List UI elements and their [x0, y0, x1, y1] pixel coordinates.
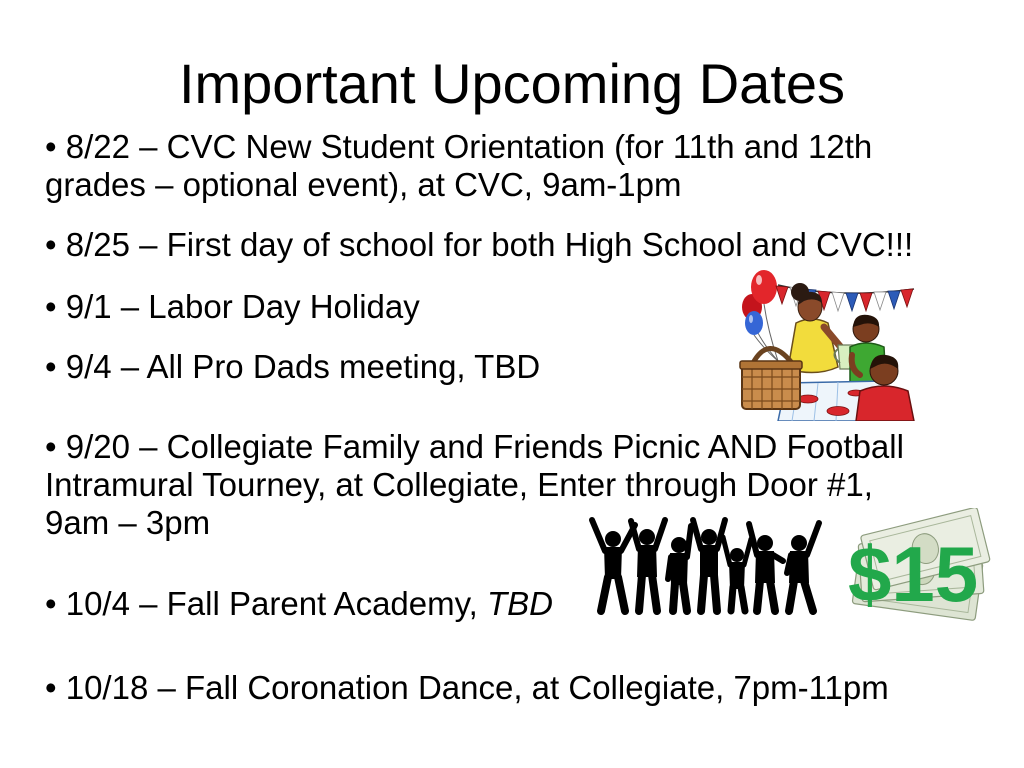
dancer-silhouette	[668, 526, 691, 611]
slide-title: Important Upcoming Dates	[178, 52, 846, 115]
bullet-line: • 8/25 – First day of school for both High School and CVC!!!	[45, 226, 914, 263]
dancer-silhouette	[592, 520, 635, 611]
bullet-line: Intramural Tourney, at Collegiate, Enter through Door #1,	[45, 466, 873, 503]
dancer-silhouette	[693, 520, 725, 611]
bullet-line: • 9/4 – All Pro Dads meeting, TBD	[45, 348, 541, 385]
bullet-item-coronation-dance	[45, 669, 889, 707]
dancer-silhouette	[749, 524, 783, 611]
bullet-line: • 9/20 – Collegiate Family and Friends Picnic AND Football	[45, 428, 904, 465]
bullet-line: • 9/1 – Labor Day Holiday	[45, 288, 420, 325]
bullet-item-labor-day	[45, 288, 420, 326]
bullet-item-orientation	[45, 128, 872, 204]
price-badge: $15	[848, 530, 979, 618]
bullet-line	[45, 585, 553, 623]
bullet-line: • 10/18 – Fall Coronation Dance, at Collegiate, 7pm-11pm	[45, 669, 889, 706]
bullet-text: • 10/4 – Fall Parent Academy,	[45, 585, 488, 622]
bullet-line: grades – optional event), at CVC, 9am-1pm	[45, 166, 682, 203]
bullet-item-first-day	[45, 226, 913, 264]
dancer-silhouette	[787, 523, 819, 611]
bullet-item-pro-dads	[45, 348, 540, 386]
dancers-silhouette-illustration	[585, 515, 825, 615]
picnic-illustration	[738, 265, 916, 421]
bullet-item-parent-academy	[45, 585, 553, 623]
dancer-silhouette	[723, 537, 751, 611]
dancer-silhouette	[631, 520, 665, 611]
bullet-line: 9am – 3pm	[45, 504, 211, 541]
bullet-emphasis: TBD	[487, 585, 554, 622]
bullet-line: • 8/22 – CVC New Student Orientation (for 11th and 12th	[45, 128, 873, 165]
